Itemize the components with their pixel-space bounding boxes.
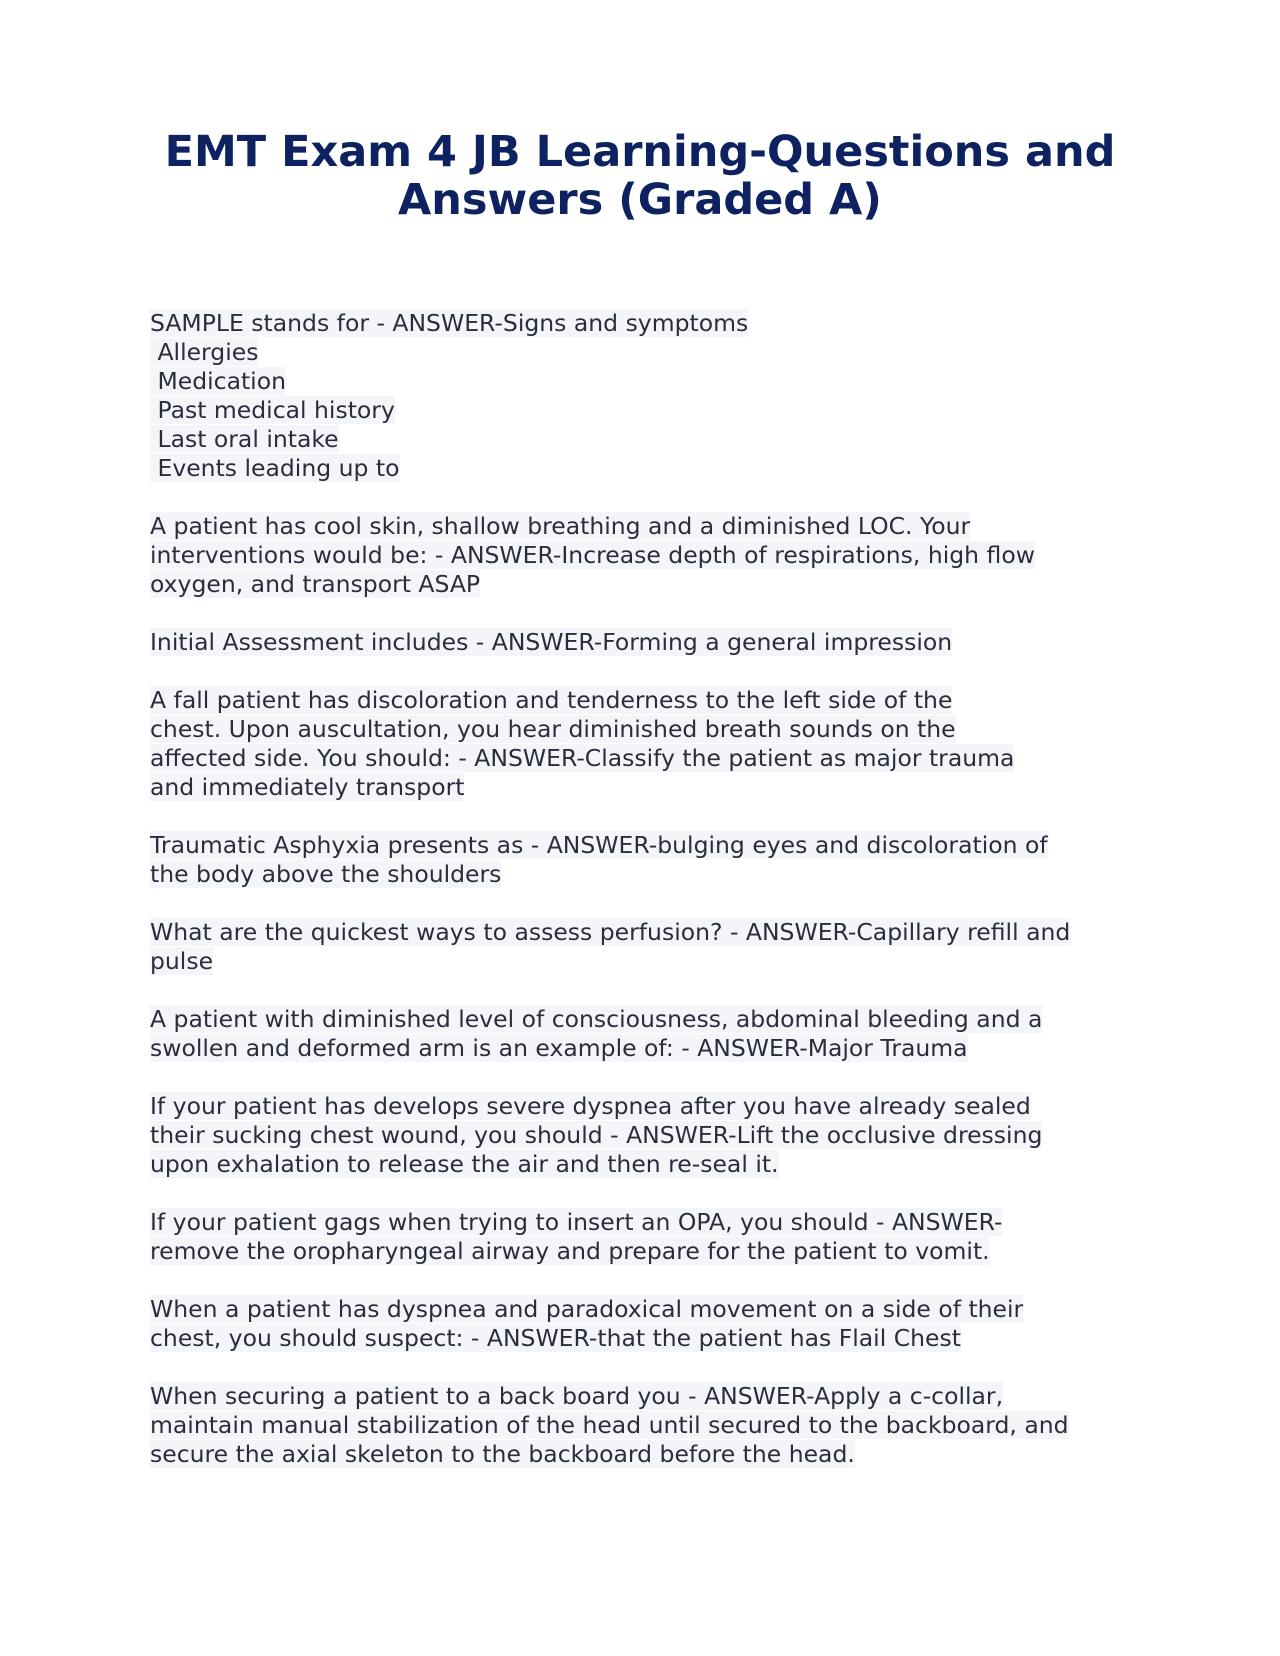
qa-line-text: pulse bbox=[150, 947, 214, 975]
qa-item bbox=[150, 309, 1150, 483]
qa-line bbox=[150, 1092, 1150, 1121]
qa-line bbox=[150, 425, 1150, 454]
qa-line bbox=[150, 512, 1150, 541]
qa-line bbox=[150, 686, 1150, 715]
qa-line-text: Events leading up to bbox=[150, 454, 400, 482]
qa-line-text: remove the oropharyngeal airway and prepare for the patient to vomit. bbox=[150, 1237, 990, 1265]
qa-item bbox=[150, 831, 1150, 889]
qa-line bbox=[150, 1382, 1150, 1411]
qa-line-text: When a patient has dyspnea and paradoxical movement on a side of their bbox=[150, 1295, 1024, 1323]
qa-line-text: secure the axial skeleton to the backboard before the head. bbox=[150, 1440, 855, 1468]
qa-line bbox=[150, 1034, 1150, 1063]
qa-item bbox=[150, 1005, 1150, 1063]
qa-line-text: A patient with diminished level of consciousness, abdominal bleeding and a bbox=[150, 1005, 1043, 1033]
qa-line bbox=[150, 1208, 1150, 1237]
qa-line-text: When securing a patient to a back board you - ANSWER-Apply a c-collar, bbox=[150, 1382, 1004, 1410]
qa-line-text: What are the quickest ways to assess perfusion? - ANSWER-Capillary refill and bbox=[150, 918, 1071, 946]
qa-item bbox=[150, 918, 1150, 976]
qa-line bbox=[150, 1324, 1150, 1353]
qa-line-text: the body above the shoulders bbox=[150, 860, 502, 888]
qa-line bbox=[150, 396, 1150, 425]
qa-line bbox=[150, 1237, 1150, 1266]
qa-line bbox=[150, 570, 1150, 599]
qa-item bbox=[150, 1092, 1150, 1179]
qa-item bbox=[150, 628, 1150, 657]
qa-line bbox=[150, 1121, 1150, 1150]
qa-line-text: Medication bbox=[150, 367, 286, 395]
qa-line bbox=[150, 947, 1150, 976]
qa-line bbox=[150, 773, 1150, 802]
question-answer-list bbox=[150, 309, 1150, 1498]
document-title bbox=[140, 128, 1140, 224]
qa-item bbox=[150, 1295, 1150, 1353]
qa-line-text: interventions would be: - ANSWER-Increase depth of respirations, high flow bbox=[150, 541, 1035, 569]
qa-line-text: If your patient gags when trying to insert an OPA, you should - ANSWER- bbox=[150, 1208, 1003, 1236]
qa-line bbox=[150, 628, 1150, 657]
qa-line bbox=[150, 367, 1150, 396]
qa-item bbox=[150, 1208, 1150, 1266]
qa-line bbox=[150, 1411, 1150, 1440]
qa-line bbox=[150, 338, 1150, 367]
qa-line-text: A fall patient has discoloration and tenderness to the left side of the bbox=[150, 686, 953, 714]
qa-item bbox=[150, 1382, 1150, 1469]
title-line: EMT Exam 4 JB Learning-Questions and bbox=[164, 127, 1116, 177]
title-line: Answers (Graded A) bbox=[398, 175, 882, 225]
qa-line-text: affected side. You should: - ANSWER-Classify the patient as major trauma bbox=[150, 744, 1015, 772]
qa-line bbox=[150, 744, 1150, 773]
qa-line-text: Past medical history bbox=[150, 396, 395, 424]
qa-line bbox=[150, 715, 1150, 744]
qa-line-text: maintain manual stabilization of the head until secured to the backboard, and bbox=[150, 1411, 1069, 1439]
qa-line-text: and immediately transport bbox=[150, 773, 465, 801]
qa-line-text: Traumatic Asphyxia presents as - ANSWER-bulging eyes and discoloration of bbox=[150, 831, 1048, 859]
qa-line-text: upon exhalation to release the air and then re-seal it. bbox=[150, 1150, 779, 1178]
qa-line-text: SAMPLE stands for - ANSWER-Signs and symptoms bbox=[150, 309, 749, 337]
qa-line-text: their sucking chest wound, you should - ANSWER-Lift the occlusive dressing bbox=[150, 1121, 1043, 1149]
qa-line bbox=[150, 831, 1150, 860]
qa-line bbox=[150, 1295, 1150, 1324]
qa-line bbox=[150, 918, 1150, 947]
qa-line-text: oxygen, and transport ASAP bbox=[150, 570, 481, 598]
qa-line-text: swollen and deformed arm is an example of: - ANSWER-Major Trauma bbox=[150, 1034, 968, 1062]
qa-line-text: A patient has cool skin, shallow breathing and a diminished LOC. Your bbox=[150, 512, 971, 540]
qa-line bbox=[150, 860, 1150, 889]
qa-line bbox=[150, 309, 1150, 338]
qa-line-text: chest. Upon auscultation, you hear diminished breath sounds on the bbox=[150, 715, 956, 743]
qa-line bbox=[150, 1005, 1150, 1034]
qa-line bbox=[150, 454, 1150, 483]
qa-line-text: If your patient has develops severe dyspnea after you have already sealed bbox=[150, 1092, 1031, 1120]
qa-line bbox=[150, 541, 1150, 570]
qa-line-text: Initial Assessment includes - ANSWER-Forming a general impression bbox=[150, 628, 953, 656]
qa-line-text: chest, you should suspect: - ANSWER-that the patient has Flail Chest bbox=[150, 1324, 961, 1352]
qa-item bbox=[150, 512, 1150, 599]
qa-line bbox=[150, 1440, 1150, 1469]
qa-line-text: Last oral intake bbox=[150, 425, 339, 453]
qa-item bbox=[150, 686, 1150, 802]
qa-line bbox=[150, 1150, 1150, 1179]
qa-line-text: Allergies bbox=[150, 338, 259, 366]
